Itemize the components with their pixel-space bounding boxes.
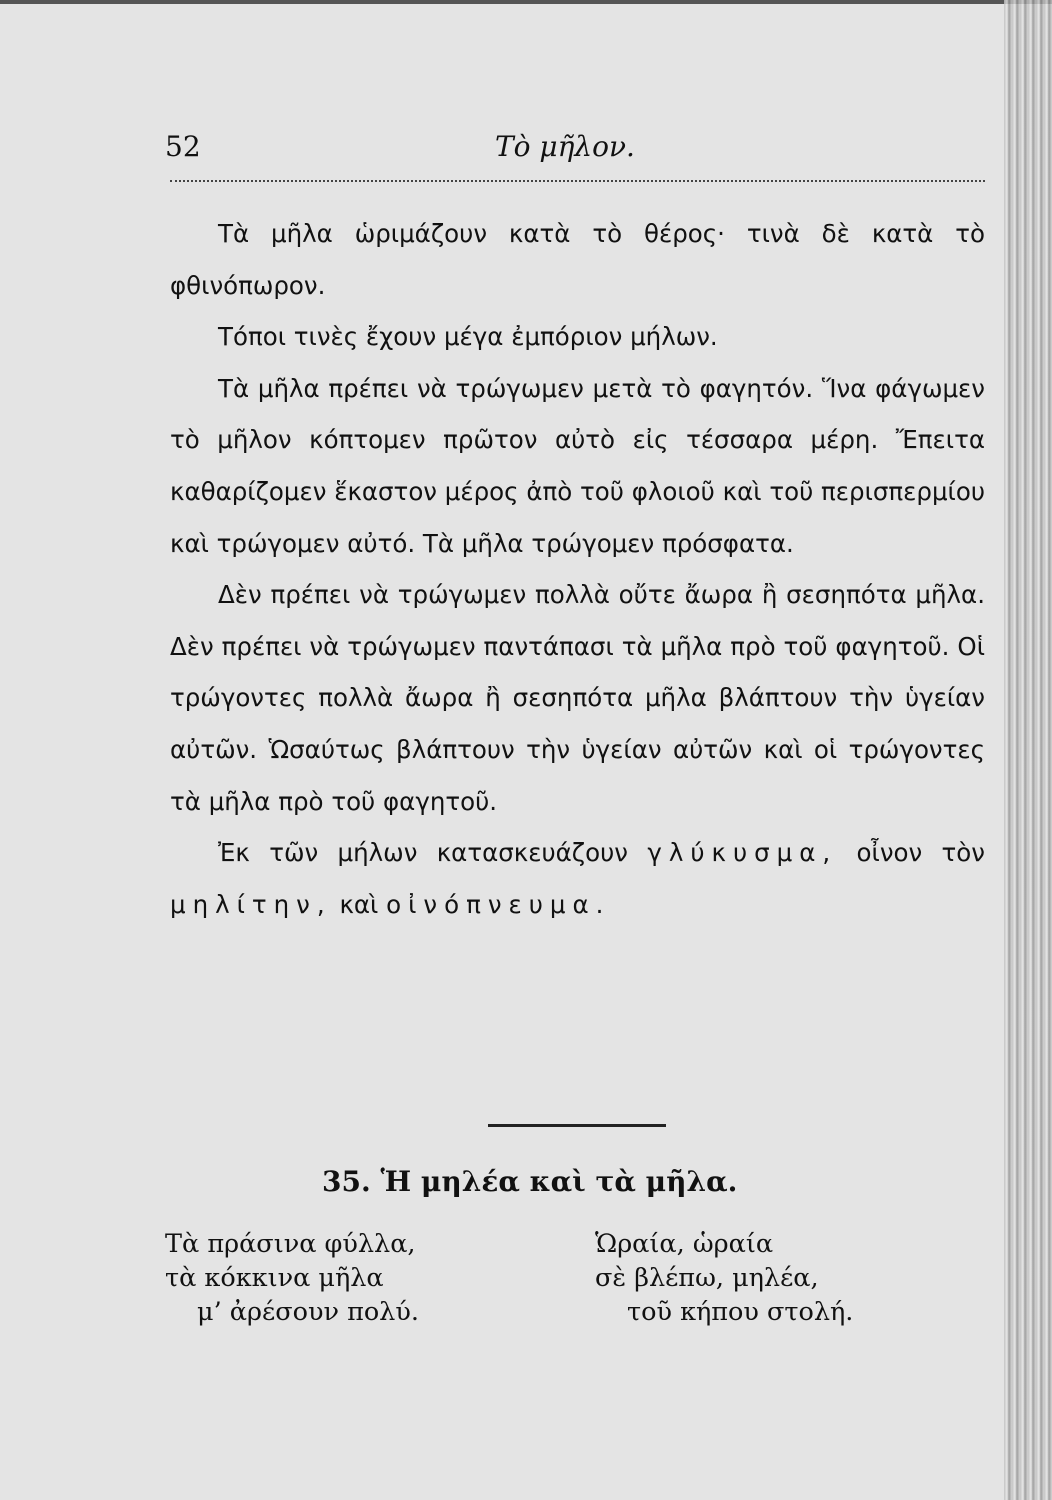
paragraph-5-text-c: οἶνον τὸν <box>837 838 985 868</box>
paragraph-3: Τὰ μῆλα πρέπει νὰ τρώγωμεν μετὰ τὸ φαγητόν. Ἵνα φάγωμεν τὸ μῆλον κόπτομεν πρῶτον αὐτὸ εἰς τέσσαρα μέρη. Ἔπειτα καθαρίζομεν ἕκαστον μέρος ἀπὸ τοῦ φλοιοῦ καὶ τοῦ περισπερμίου καὶ τρώγομεν αὐτό. Τὰ μῆλα τρώγομεν πρόσφατα. <box>170 373 985 558</box>
spaced-term-oinopneuma: οἰνόπνευμα. <box>386 889 611 919</box>
poem-line: Τὰ πράσινα φύλλα, <box>165 1229 416 1259</box>
poem-line: τὰ κόκκινα μῆλα <box>165 1263 384 1293</box>
paragraph-4: Δὲν πρέπει νὰ τρώγωμεν πολλὰ οὔτε ἄωρα ἢ σεσηπότα μῆλα. Δὲν πρέπει νὰ τρώγωμεν παντάπασι τὰ μῆλα πρὸ τοῦ φαγητοῦ. Οἱ τρώγοντες πολλὰ ἄωρα ἢ σεσηπότα μῆλα βλάπτουν τὴν ὑγείαν αὐτῶν. Ὡσαύτως βλάπτουν τὴν ὑγείαν αὐτῶν καὶ οἱ τρώγοντες τὰ μῆλα πρὸ τοῦ φαγητοῦ. <box>170 580 985 816</box>
poem-line: σὲ βλέπω, μηλέα, <box>595 1263 819 1293</box>
header-dotted-rule <box>170 180 985 182</box>
prose-body <box>170 208 985 930</box>
page-number: 52 <box>165 130 201 163</box>
paragraph-1: Τὰ μῆλα ὡριμάζουν κατὰ τὸ θέρος· τινὰ δὲ κατὰ τὸ φθινόπωρον. <box>170 219 985 300</box>
page-header <box>165 130 985 174</box>
section-divider <box>488 1124 666 1127</box>
section-heading: 35. Ἡ μηλέα καὶ τὰ μῆλα. <box>322 1165 738 1198</box>
poem-stanza-right <box>595 1227 853 1329</box>
paragraph-5-text-e: καὶ <box>331 889 387 919</box>
spaced-term-militin: μηλίτην, <box>170 889 332 919</box>
poem-line: τοῦ κήπου στολή. <box>627 1297 854 1327</box>
book-spine-edge <box>1004 0 1052 1500</box>
poem-line: Ὡραία, ὡραία <box>595 1229 774 1259</box>
paragraph-5-text-a: Ἐκ τῶν μήλων κατασκευάζουν <box>218 838 648 868</box>
poem-stanza-left <box>165 1227 419 1329</box>
running-title: Τὸ μῆλον. <box>495 130 635 163</box>
paragraph-2: Τόποι τινὲς ἔχουν μέγα ἐμπόριον μήλων. <box>218 322 718 352</box>
page-top-edge <box>0 0 1052 4</box>
poem-line: μ’ ἀρέσουν πολύ. <box>197 1297 419 1327</box>
spaced-term-glykysma: γλύκυσμα, <box>647 838 838 868</box>
paragraph-5 <box>170 827 985 930</box>
